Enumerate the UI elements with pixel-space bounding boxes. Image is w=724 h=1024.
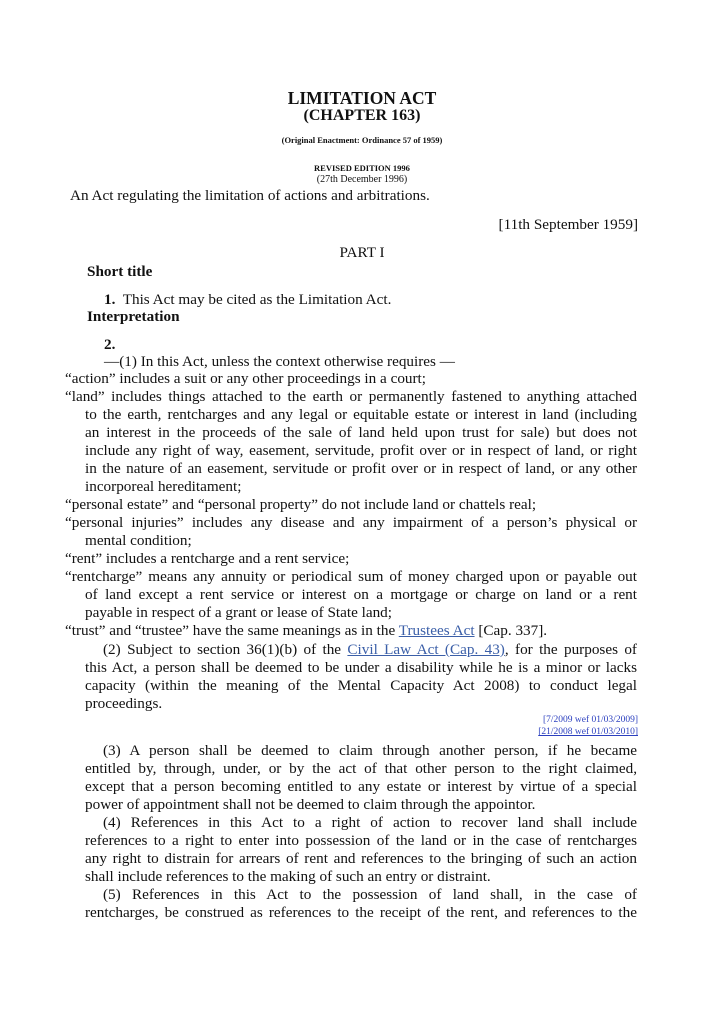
commencement-date: [11th September 1959] xyxy=(498,216,638,233)
subsection-2-line xyxy=(85,641,637,659)
subsection-3-line: (3) A person shall be deemed to claim through another person, if he became xyxy=(103,742,637,759)
definition-land-line: incorporeal hereditament; xyxy=(85,478,242,495)
section-text: This Act may be cited as the Limitation Act. xyxy=(122,291,392,308)
definition-trust xyxy=(65,622,547,640)
interpretation-intro: —(1) In this Act, unless the context otherwise requires — xyxy=(104,353,455,370)
revised-edition: REVISED EDITION 1996 xyxy=(314,163,410,173)
definition-rentcharge: of land except a rent service or interest on a mortgage or charge on land or a rent xyxy=(85,586,637,603)
part-heading: PART I xyxy=(339,244,385,261)
subsection-2-line: this Act, a person shall be deemed to be under a disability while he is a minor or lacks xyxy=(85,659,637,676)
subsection-2-text: , for the purposes of xyxy=(504,641,637,658)
subsection-4-line: references to a right to enter into possession of the land or in the case of rentcharges xyxy=(85,832,637,849)
definition-rentcharge: payable in respect of a grant or lease of State land; xyxy=(85,604,392,621)
subsection-4-line: any right to distrain for arrears of rent and references to the bringing of such an action xyxy=(85,850,637,867)
amendment-note[interactable]: [21/2008 wef 01/03/2010] xyxy=(538,727,638,737)
definition-personal-estate: “personal estate” and “personal property” do not include land or chattels real; xyxy=(65,496,537,513)
section-heading-short-title: Short title xyxy=(87,263,153,280)
amendment-note[interactable]: [7/2009 wef 01/03/2009] xyxy=(543,715,638,725)
definition-trust-cap: [Cap. 337]. xyxy=(474,622,548,639)
definition-land-line: to the earth, rentcharges and any legal or equitable estate or interest in land (including xyxy=(85,406,637,423)
definition-rent: “rent” includes a rentcharge and a rent service; xyxy=(65,550,350,567)
revised-date: (27th December 1996) xyxy=(316,174,408,185)
section-heading-interpretation: Interpretation xyxy=(87,308,180,325)
subsection-3-line: entitled by, through, under, or by the act of that other person to the right claimed, xyxy=(85,760,637,777)
section-number: 1. xyxy=(104,291,116,308)
subsection-5-line: rentcharges, be construed as references to the receipt of the rent, and references to the xyxy=(85,904,637,921)
civil-law-act-link[interactable]: Civil Law Act (Cap. 43) xyxy=(347,641,505,658)
subsection-2-text: (2) Subject to section 36(1)(b) of the xyxy=(103,641,348,658)
original-enactment: (Original Enactment: Ordinance 57 of 1959) xyxy=(281,135,443,145)
subsection-5-line: (5) References in this Act to the possession of land shall, in the case of xyxy=(103,886,637,903)
definition-land-line: include any right of way, easement, servitude, profit over or in respect of land, or right xyxy=(85,442,637,459)
definition-personal-injuries: “personal injuries” includes any disease and any impairment of a person’s physical or xyxy=(65,514,637,531)
definition-land-line: in the nature of an easement, servitude or profit over or in respect of land, or any other xyxy=(85,460,637,477)
section-1 xyxy=(104,291,391,309)
subsection-4-line: (4) References in this Act to a right of action to recover land shall include xyxy=(103,814,637,831)
trustees-act-link[interactable]: Trustees Act xyxy=(398,622,475,639)
definition-rentcharge: “rentcharge” means any annuity or periodical sum of money charged upon or payable out xyxy=(65,568,637,585)
subsection-3-line: power of appointment shall not be deemed to claim through the appointor. xyxy=(85,796,536,813)
section-number-2: 2. xyxy=(104,336,116,353)
subsection-3-line: except that a person becoming entitled to any estate or interest by virtue of a special xyxy=(85,778,637,795)
definition-land-line: “land” includes things attached to the earth or permanently fastened to anything attached xyxy=(65,388,637,405)
long-title: An Act regulating the limitation of actions and arbitrations. xyxy=(70,187,430,204)
definition-personal-injuries: mental condition; xyxy=(85,532,192,549)
chapter-number: (CHAPTER 163) xyxy=(303,107,421,124)
subsection-2-line: proceedings. xyxy=(85,695,163,712)
subsection-4-line: shall include references to the making of such an entry or distraint. xyxy=(85,868,491,885)
subsection-2-line: capacity (within the meaning of the Mental Capacity Act 2008) to conduct legal xyxy=(85,677,637,694)
definition-trust-text: “trust” and “trustee” have the same meanings as in the xyxy=(65,622,399,639)
definition-land-line: an interest in the proceeds of the sale of land held upon trust for sale) but does not xyxy=(85,424,637,441)
definition-action: “action” includes a suit or any other proceedings in a court; xyxy=(65,370,426,387)
act-title: LIMITATION ACT xyxy=(287,88,437,108)
